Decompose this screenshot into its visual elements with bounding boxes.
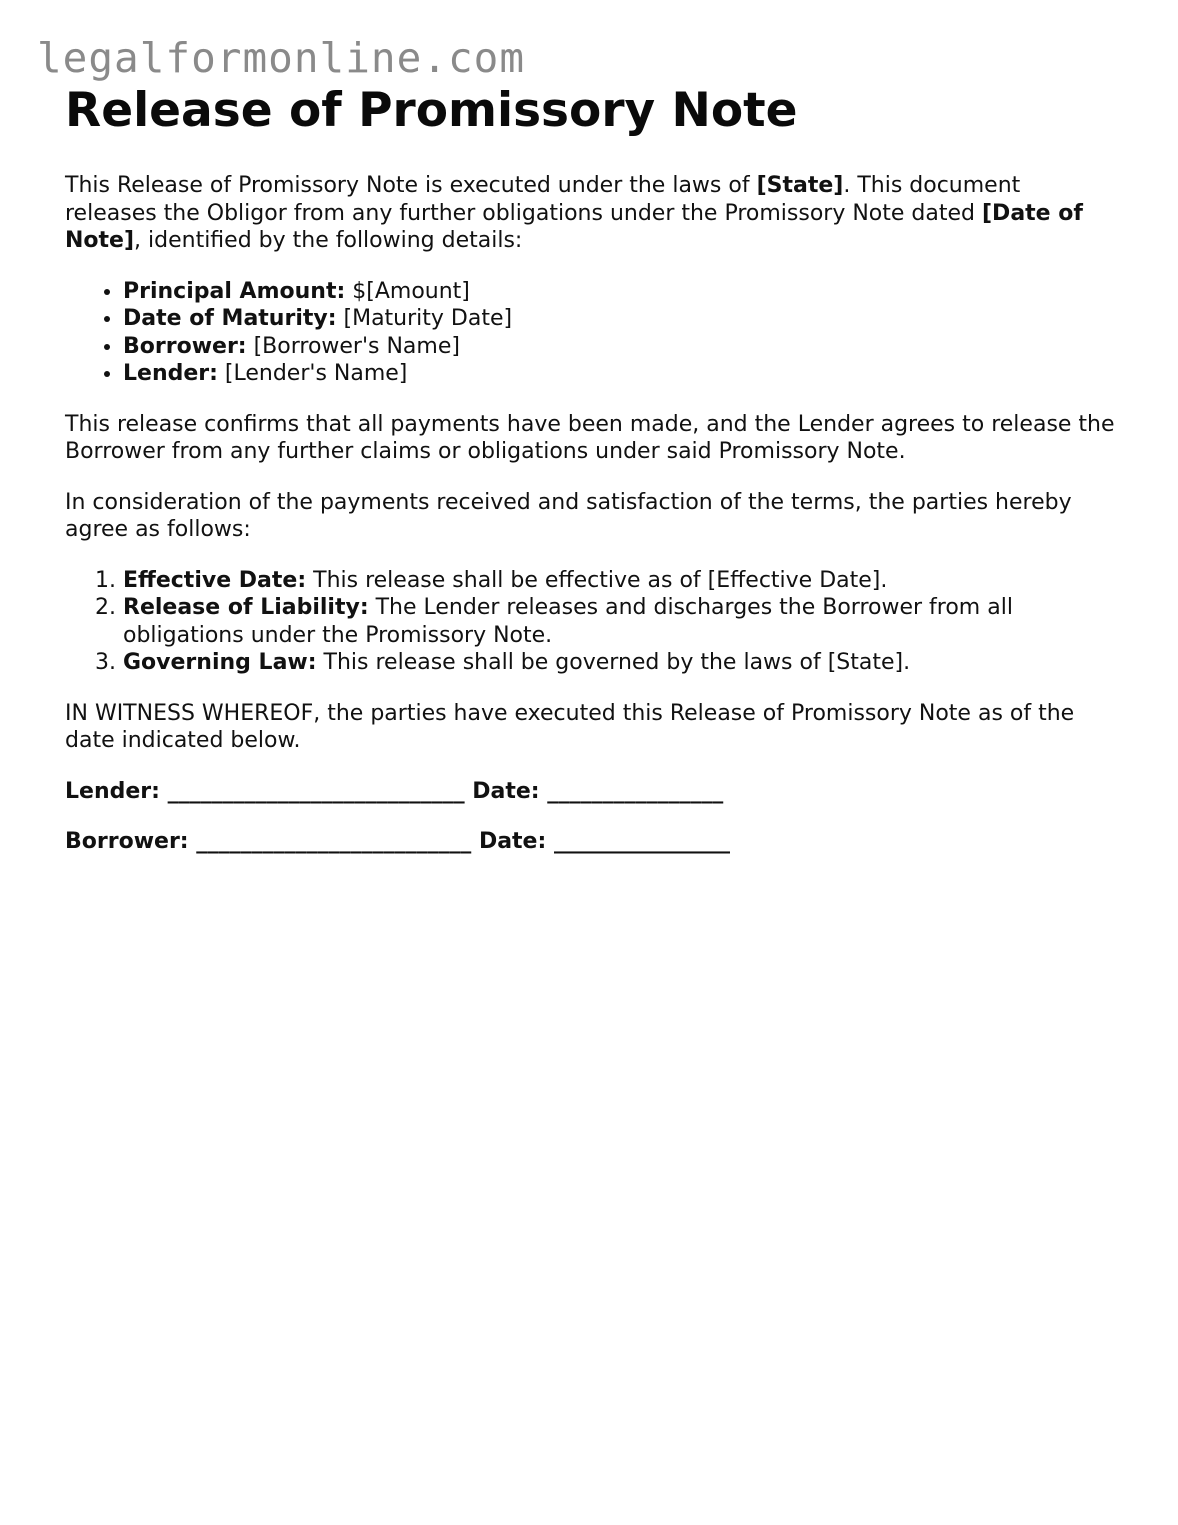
term-effective-date	[123, 567, 1115, 595]
detail-label: Principal Amount:	[123, 278, 346, 304]
consideration-paragraph: In consideration of the payments received and satisfaction of the terms, the parties hereby agree as follows:	[65, 489, 1072, 542]
state-placeholder: [State]	[756, 173, 844, 198]
term-label: Governing Law:	[123, 650, 317, 675]
date-blank[interactable]: ________________	[553, 828, 730, 854]
signature-role: Borrower:	[65, 828, 189, 854]
detail-label: Lender:	[123, 361, 218, 386]
intro-text-2: . This document releases the Obligor from any further obligations under the Promissory Note dated	[65, 173, 1021, 226]
detail-borrower	[123, 333, 1115, 361]
term-release-of-liability	[123, 594, 1115, 649]
date-blank[interactable]: ________________	[547, 778, 724, 804]
detail-value: [Borrower's Name]	[246, 333, 460, 359]
date-label: Date:	[472, 778, 540, 804]
signature-blank[interactable]: ___________________________	[167, 778, 465, 804]
term-label: Effective Date:	[123, 567, 307, 593]
intro-paragraph	[65, 172, 1115, 255]
term-governing-law	[123, 649, 1115, 677]
detail-label: Date of Maturity:	[123, 306, 337, 331]
detail-date-of-maturity	[123, 305, 1115, 333]
terms-list	[65, 567, 1115, 677]
intro-text-1: This Release of Promissory Note is executed under the laws of	[65, 173, 757, 198]
signature-blank[interactable]: _________________________	[196, 828, 472, 854]
document-body	[65, 84, 1115, 878]
detail-principal-amount	[123, 278, 1115, 306]
lender-signature-line	[65, 778, 1115, 806]
detail-value: $[Amount]	[345, 278, 470, 304]
term-label: Release of Liability:	[123, 595, 369, 620]
watermark-text: legalformonline.com	[37, 34, 525, 82]
detail-value: [Maturity Date]	[336, 306, 513, 331]
signature-role: Lender:	[65, 778, 160, 804]
confirmation-paragraph: This release confirms that all payments have been made, and the Lender agrees to release the Borrower from any further claims or obligations under said Promissory Note.	[65, 411, 1115, 464]
date-of-note-placeholder: [Date of Note]	[65, 200, 1083, 253]
intro-text-3: , identified by the following details:	[134, 228, 523, 253]
detail-value: [Lender's Name]	[217, 361, 408, 386]
borrower-signature-line	[65, 828, 1115, 856]
document-title: Release of Promissory Note	[65, 83, 798, 138]
witness-paragraph: IN WITNESS WHEREOF, the parties have executed this Release of Promissory Note as of the date indicated below.	[65, 700, 1075, 753]
term-text: This release shall be governed by the laws of [State].	[316, 650, 911, 675]
details-list	[65, 278, 1115, 388]
detail-lender	[123, 360, 1115, 388]
date-label: Date:	[478, 828, 547, 854]
term-text: The Lender releases and discharges the Borrower from all obligations under the Promissory Note.	[123, 595, 1013, 648]
term-text: This release shall be effective as of [Effective Date].	[306, 567, 888, 593]
detail-label: Borrower:	[123, 333, 247, 359]
